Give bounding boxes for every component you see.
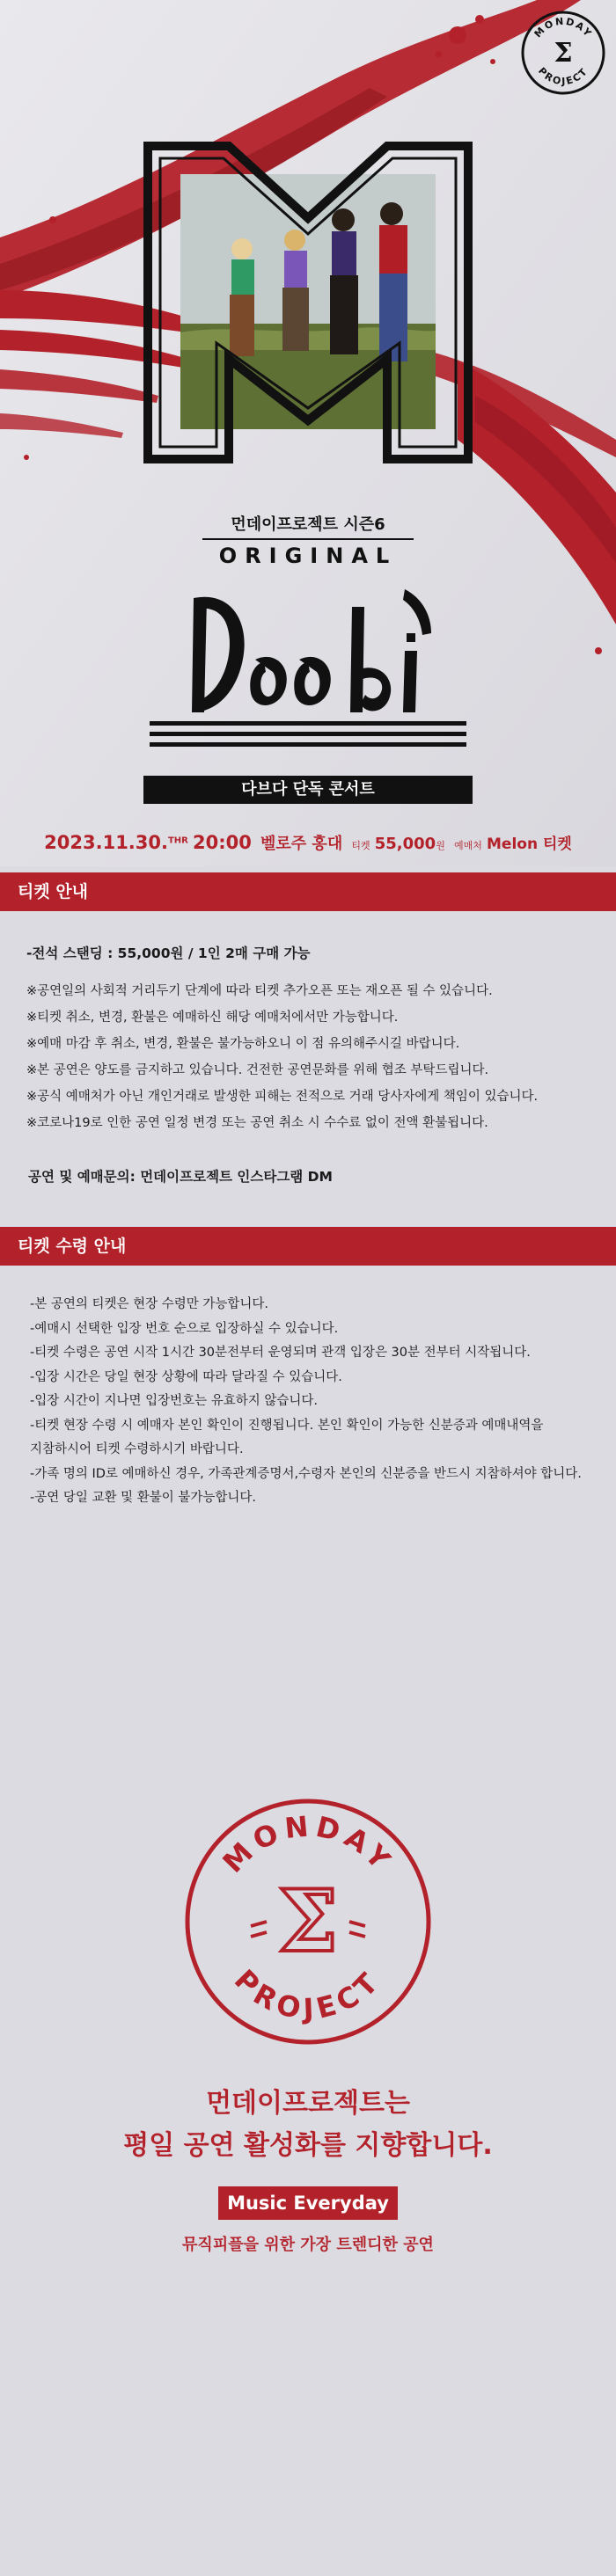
booking-site: Melon 티켓: [487, 836, 572, 853]
ticket-label: 티켓: [351, 840, 370, 851]
concert-title-bar: 다브다 단독 콘서트: [143, 776, 473, 804]
list-item: ※본 공연은 양도를 금지하고 있습니다. 건전한 공연문화를 위해 협조 부탁드립니다.: [26, 1063, 489, 1077]
event-weekday: THR: [167, 836, 188, 846]
monday-project-logo-icon: [519, 9, 607, 97]
event-date: 2023.11.30.: [44, 832, 168, 853]
booking-label: 예매처: [454, 840, 482, 851]
list-item: ※공연일의 사회적 거리두기 단계에 따라 티켓 추가오픈 또는 재오픈 될 수 있습니다.: [26, 984, 493, 998]
music-everyday-badge: Music Everyday: [218, 2186, 398, 2220]
list-item: ※코로나19로 인한 공연 일정 변경 또는 공연 취소 시 수수료 없이 전액 환불됩니다.: [26, 1116, 488, 1130]
contact-line: 공연 및 예매문의: 먼데이프로젝트 인스타그램 DM: [28, 1169, 333, 1185]
won-unit: 원: [436, 840, 445, 851]
slogan-line-1: 먼데이프로젝트는: [206, 2088, 410, 2119]
ticket-notes-list: [26, 978, 598, 1136]
list-item: ※티켓 취소, 변경, 환불은 예매하신 해당 예매처에서만 가능합니다.: [26, 1011, 399, 1025]
svg-text:Σ: Σ: [278, 1872, 338, 1971]
svg-text:PROJECT: PROJECT: [536, 65, 590, 88]
list-item: -티켓 수령은 공연 시작 1시간 30분전부터 운영되며 관객 입장은 30분 전부터 시작됩니다.: [30, 1346, 531, 1360]
series-title: ORIGINAL: [202, 538, 414, 568]
artist-logo: [141, 580, 475, 756]
ticket-price: 55,000: [374, 835, 436, 853]
event-venue: 벨로주 홍대: [260, 835, 343, 853]
pickup-notes-list: [30, 1293, 602, 1511]
season-subtitle: 먼데이프로젝트 시즌6: [231, 515, 385, 534]
slogan-line-2: 평일 공연 활성화를 지향합니다.: [123, 2130, 493, 2161]
list-item: -가족 명의 ID로 예매하신 경우, 가족관계증명서,수령자 본인의 신분증을 반드시 지참하셔야 합니다.: [30, 1466, 582, 1481]
svg-text:MONDAY: MONDAY: [216, 1809, 400, 1880]
list-item: -입장 시간이 지나면 입장번호는 유효하지 않습니다.: [30, 1394, 319, 1408]
tagline: 뮤직피플을 위한 가장 트렌디한 공연: [182, 2236, 434, 2254]
list-item: -티켓 현장 수령 시 예매자 본인 확인이 진행됩니다. 본인 확인이 가능한 신분증과 예매내역을: [30, 1418, 544, 1433]
ticket-info-header: 티켓 안내: [0, 872, 616, 911]
m-letter-frame: [141, 139, 475, 466]
hero-poster: [0, 0, 616, 866]
pickup-info-header: 티켓 수령 안내: [0, 1227, 616, 1266]
list-item: -공연 당일 교환 및 환불이 불가능합니다.: [30, 1491, 256, 1505]
list-item: -본 공연의 티켓은 현장 수령만 가능합니다.: [30, 1297, 269, 1311]
event-time: 20:00: [192, 832, 252, 853]
list-item: ※공식 예매처가 아닌 개인거래로 발생한 피해는 전적으로 거래 당사자에게 책임이 있습니다.: [26, 1090, 539, 1104]
list-item: -예매시 선택한 입장 번호 순으로 입장하실 수 있습니다.: [30, 1321, 339, 1336]
event-info-line: [0, 831, 616, 854]
ticket-price-line: -전석 스탠딩 : 55,000원 / 1인 2매 구매 가능: [26, 945, 311, 961]
svg-text:Σ: Σ: [554, 38, 573, 69]
svg-text:PROJECT: PROJECT: [227, 1962, 388, 2027]
list-item: -입장 시간은 당일 현장 상황에 따라 달라질 수 있습니다.: [30, 1369, 342, 1384]
list-item: 지참하시어 티켓 수령하시기 바랍니다.: [30, 1442, 244, 1456]
monday-project-big-logo-icon: [180, 1794, 436, 2049]
svg-text:MONDAY: MONDAY: [532, 15, 595, 40]
list-item: ※예매 마감 후 취소, 변경, 환불은 불가능하오니 이 점 유의해주시길 바랍니다.: [26, 1037, 460, 1051]
